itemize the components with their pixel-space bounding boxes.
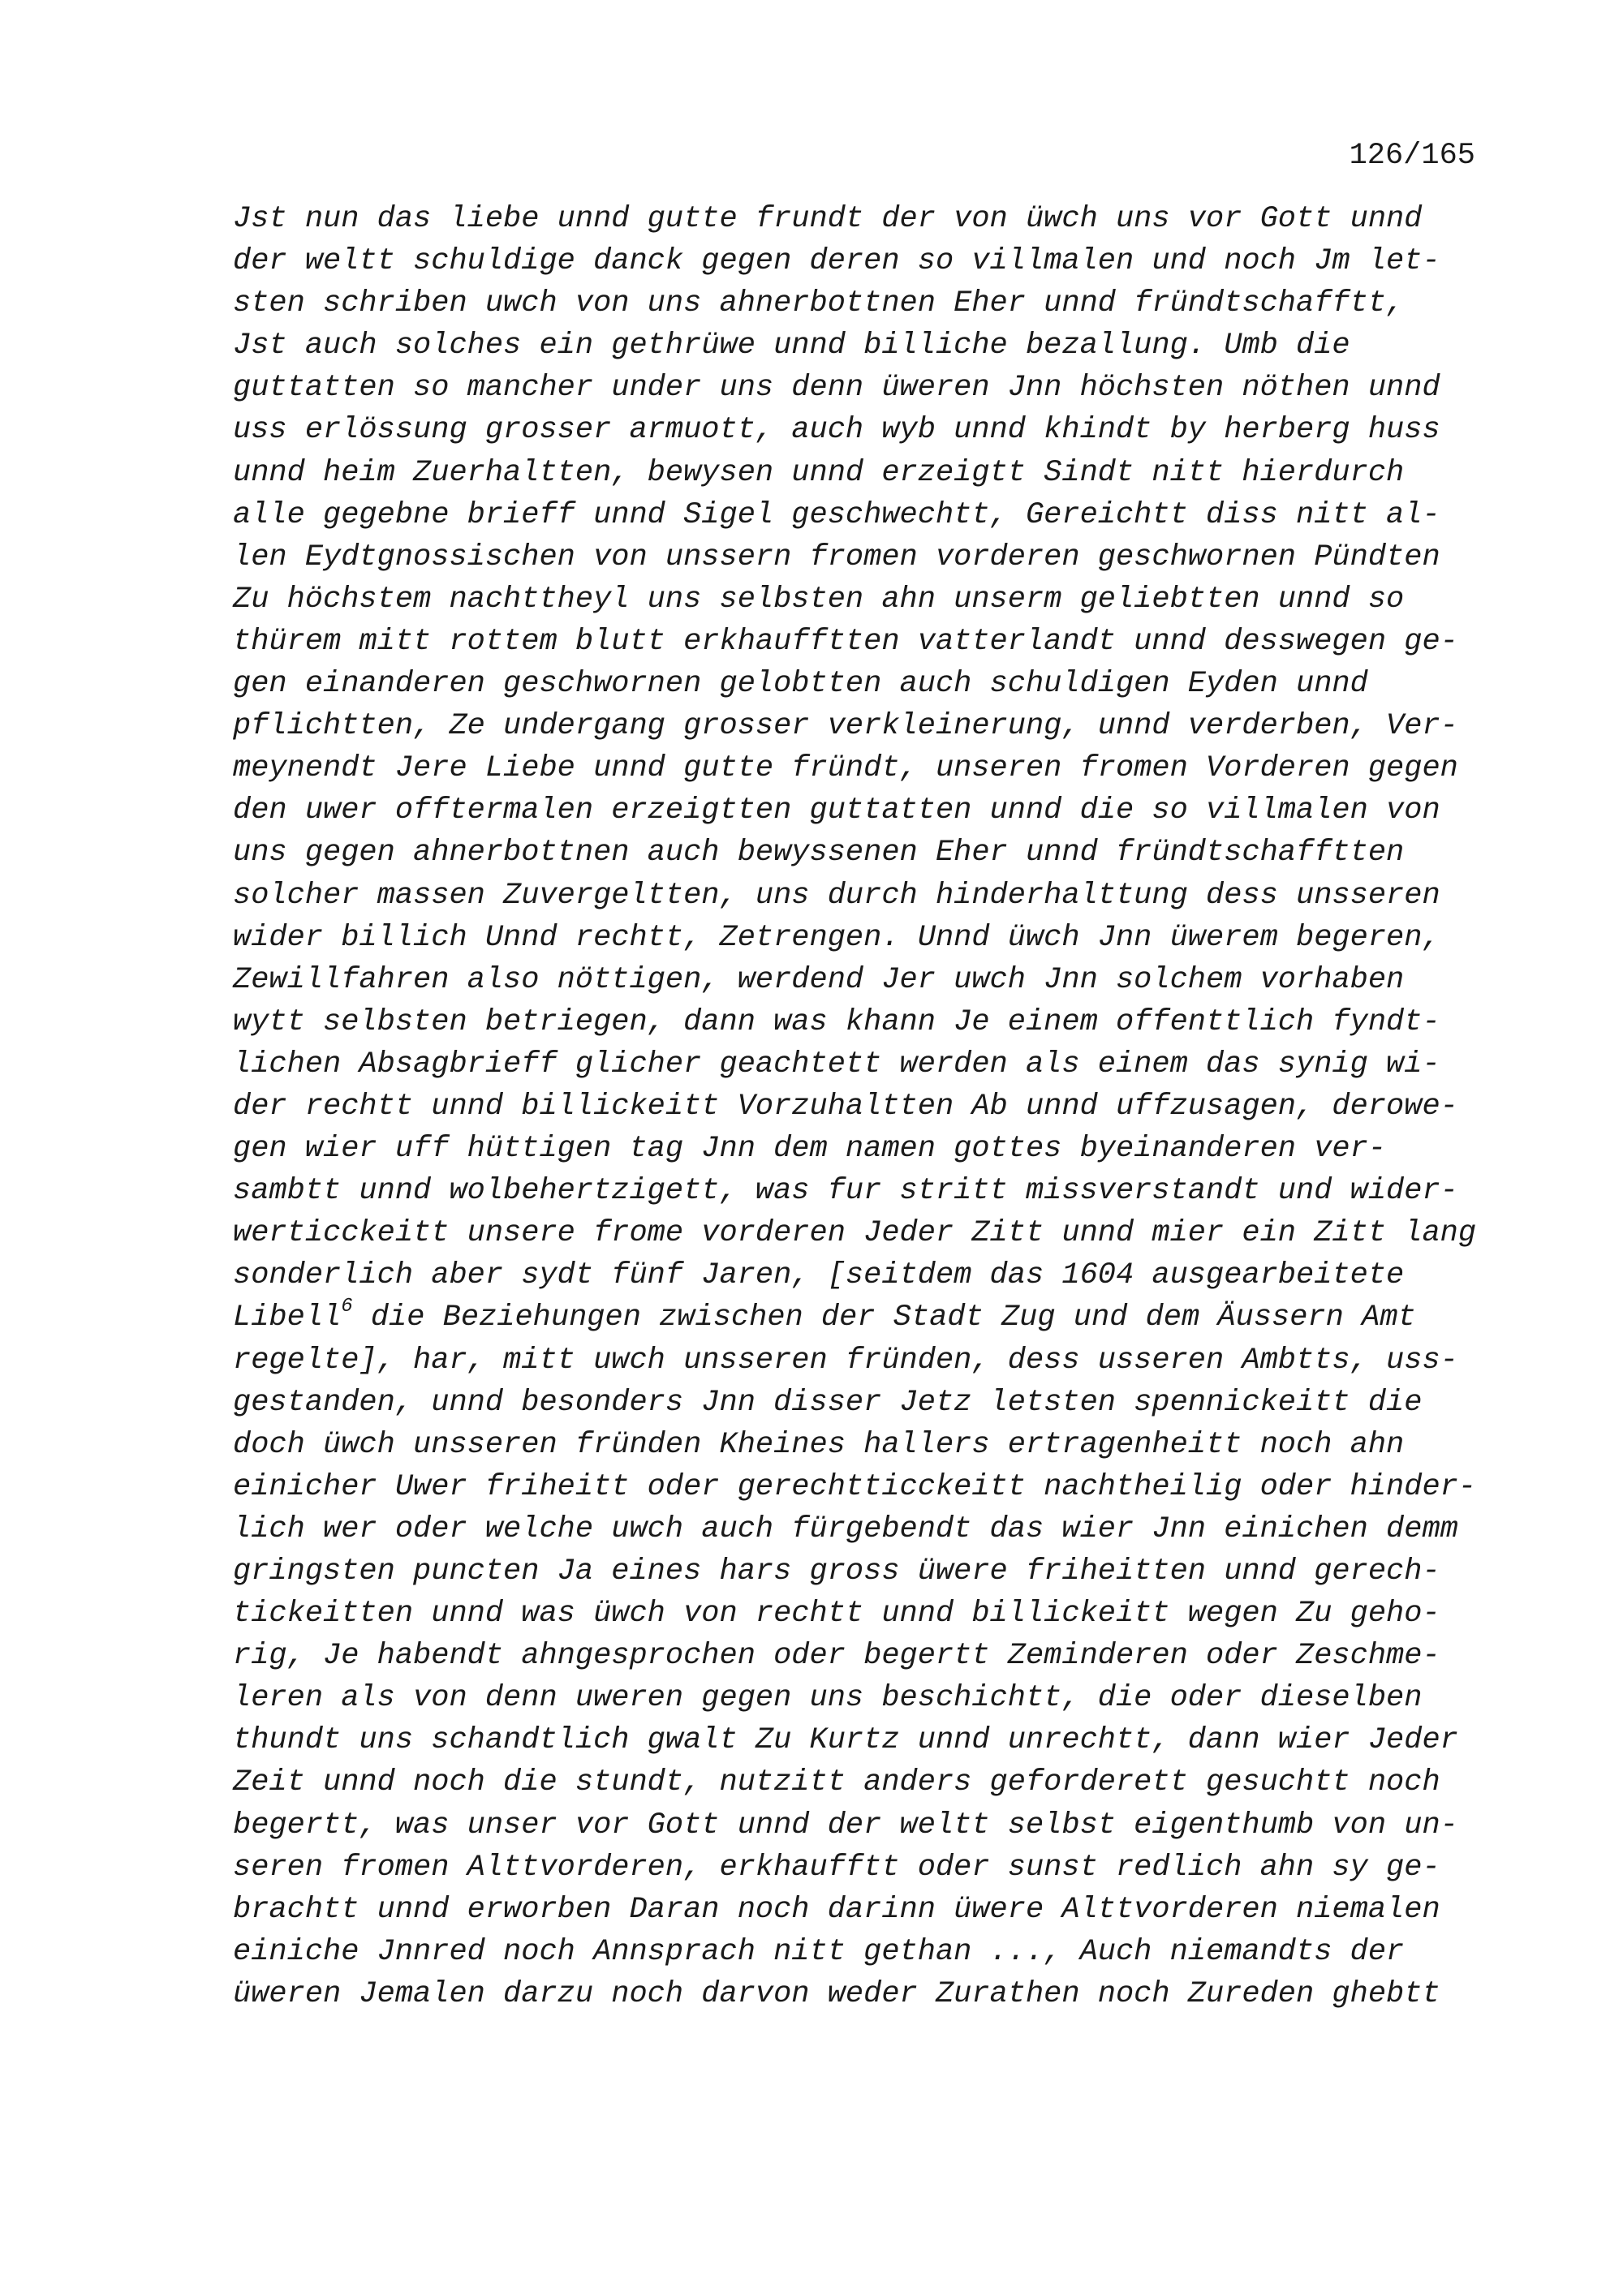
text-line: gestanden, unnd besonders Jnn disser Jetz letsten spennickeitt die [233, 1385, 1423, 1420]
text-line: Zu höchstem nachttheyl uns selbsten ahn unserm geliebtten unnd so [233, 582, 1405, 617]
text-line: Zewillfahren also nöttigen, werdend Jer uwch Jnn solchem vorhaben [233, 962, 1405, 997]
text-line: einiche Jnnred noch Annsprach nitt gethan ..., Auch niemandts der [233, 1934, 1405, 1969]
text-line: sten schriben uwch von uns ahnerbottnen Eher unnd fründtschafftt, [233, 286, 1405, 321]
text-line: tickeitten unnd was üwch von rechtt unnd billickeitt wegen Zu geho- [233, 1597, 1440, 1632]
text-line: sonderlich aber sydt fünf Jaren, [seitdem das 1604 ausgearbeitete [233, 1258, 1405, 1293]
text-line: sambtt unnd wolbehertzigett, was fur stritt missverstandt und wider- [233, 1174, 1458, 1209]
text-line: wider billich Unnd rechtt, Zetrengen. Unnd üwch Jnn üwerem begeren, [233, 920, 1440, 955]
text-line: Zeit unnd noch die stundt, nutzitt anders geforderett gesuchtt noch [233, 1765, 1440, 1800]
text-line: rig, Je habendt ahngesprochen oder begertt Zeminderen oder Zeschme- [233, 1639, 1440, 1674]
text-line: thürem mitt rottem blutt erkhaufftten vatterlandt unnd desswegen ge- [233, 624, 1458, 659]
text-segment: Libell [233, 1301, 342, 1335]
text-line: werticckeitt unsere frome vorderen Jeder Zitt unnd mier ein Zitt lang [233, 1216, 1477, 1251]
text-line: guttatten so mancher under uns denn üweren Jnn höchsten nöthen unnd [233, 371, 1440, 406]
text-line: lich wer oder welche uwch auch fürgebendt das wier Jnn einichen demm [233, 1511, 1458, 1546]
text-line: gen einanderen geschwornen gelobtten auch schuldigen Eyden unnd [233, 667, 1368, 702]
text-segment: die Beziehungen zwischen der Stadt Zug und dem Äussern Amt [352, 1301, 1416, 1335]
text-line: doch üwch unsseren fründen Kheines hallers ertragenheitt noch ahn [233, 1427, 1405, 1462]
text-line: len Eydtgnossischen von unssern fromen vorderen geschwornen Pündten [233, 540, 1440, 574]
text-line: lichen Absagbrieff glicher geachtett werden als einem das synig wi- [233, 1047, 1440, 1081]
text-line: thundt uns schandtlich gwalt Zu Kurtz unnd unrechtt, dann wier Jeder [233, 1723, 1458, 1758]
body-text [233, 198, 1499, 2015]
text-line: alle gegebne brieff unnd Sigel geschwechtt, Gereichtt diss nitt al- [233, 497, 1440, 532]
text-line: Jst nun das liebe unnd gutte frundt der von üwch uns vor Gott unnd [233, 202, 1423, 236]
text-line: solcher massen Zuvergeltten, uns durch hinderhalttung dess unsseren [233, 878, 1440, 913]
text-line: unnd heim Zuerhaltten, bewysen unnd erzeigtt Sindt nitt hierdurch [233, 455, 1405, 490]
page-number: 126/165 [1349, 139, 1475, 173]
text-line: regelte], har, mitt uwch unsseren fründen, dess usseren Ambtts, uss- [233, 1343, 1458, 1378]
text-line: brachtt unnd erworben Daran noch darinn üwere Alttvorderen niemalen [233, 1892, 1440, 1927]
text-line: meynendt Jere Liebe unnd gutte fründt, unseren fromen Vorderen gegen [233, 751, 1458, 786]
text-line: begertt, was unser vor Gott unnd der weltt selbst eigenthumb von un- [233, 1808, 1458, 1842]
text-line: uns gegen ahnerbottnen auch bewyssenen Eher unnd fründtschafftten [233, 836, 1405, 871]
text-line: der rechtt unnd billickeitt Vorzuhaltten Ab unnd uffzusagen, derowe- [233, 1089, 1458, 1124]
text-line-with-footnote [233, 1296, 1499, 1339]
text-line: gen wier uff hüttigen tag Jnn dem namen gottes byeinanderen ver- [233, 1132, 1387, 1167]
text-line: der weltt schuldige danck gegen deren so villmalen und noch Jm let- [233, 244, 1440, 279]
text-line: Jst auch solches ein gethrüwe unnd billiche bezallung. Umb die [233, 329, 1350, 363]
text-line: wytt selbsten betriegen, dann was khann Je einem offenttlich fyndt- [233, 1004, 1440, 1039]
text-line: üweren Jemalen darzu noch darvon weder Zurathen noch Zureden ghebtt [233, 1976, 1440, 2011]
text-line: den uwer offtermalen erzeigtten guttatten unnd die so villmalen von [233, 793, 1440, 828]
text-line: seren fromen Alttvorderen, erkhaufftt oder sunst redlich ahn sy ge- [233, 1850, 1440, 1885]
text-line: uss erlössung grosser armuott, auch wyb unnd khindt by herberg huss [233, 413, 1440, 448]
text-line: einicher Uwer friheitt oder gerechtticckeitt nachtheilig oder hinder- [233, 1469, 1477, 1504]
text-line: gringsten puncten Ja eines hars gross üwere friheitten unnd gerech- [233, 1554, 1440, 1589]
footnote-marker: 6 [341, 1296, 353, 1318]
text-line: pflichtten, Ze undergang grosser verkleinerung, unnd verderben, Ver- [233, 709, 1458, 744]
text-line: leren als von denn uweren gegen uns beschichtt, die oder dieselben [233, 1681, 1423, 1716]
